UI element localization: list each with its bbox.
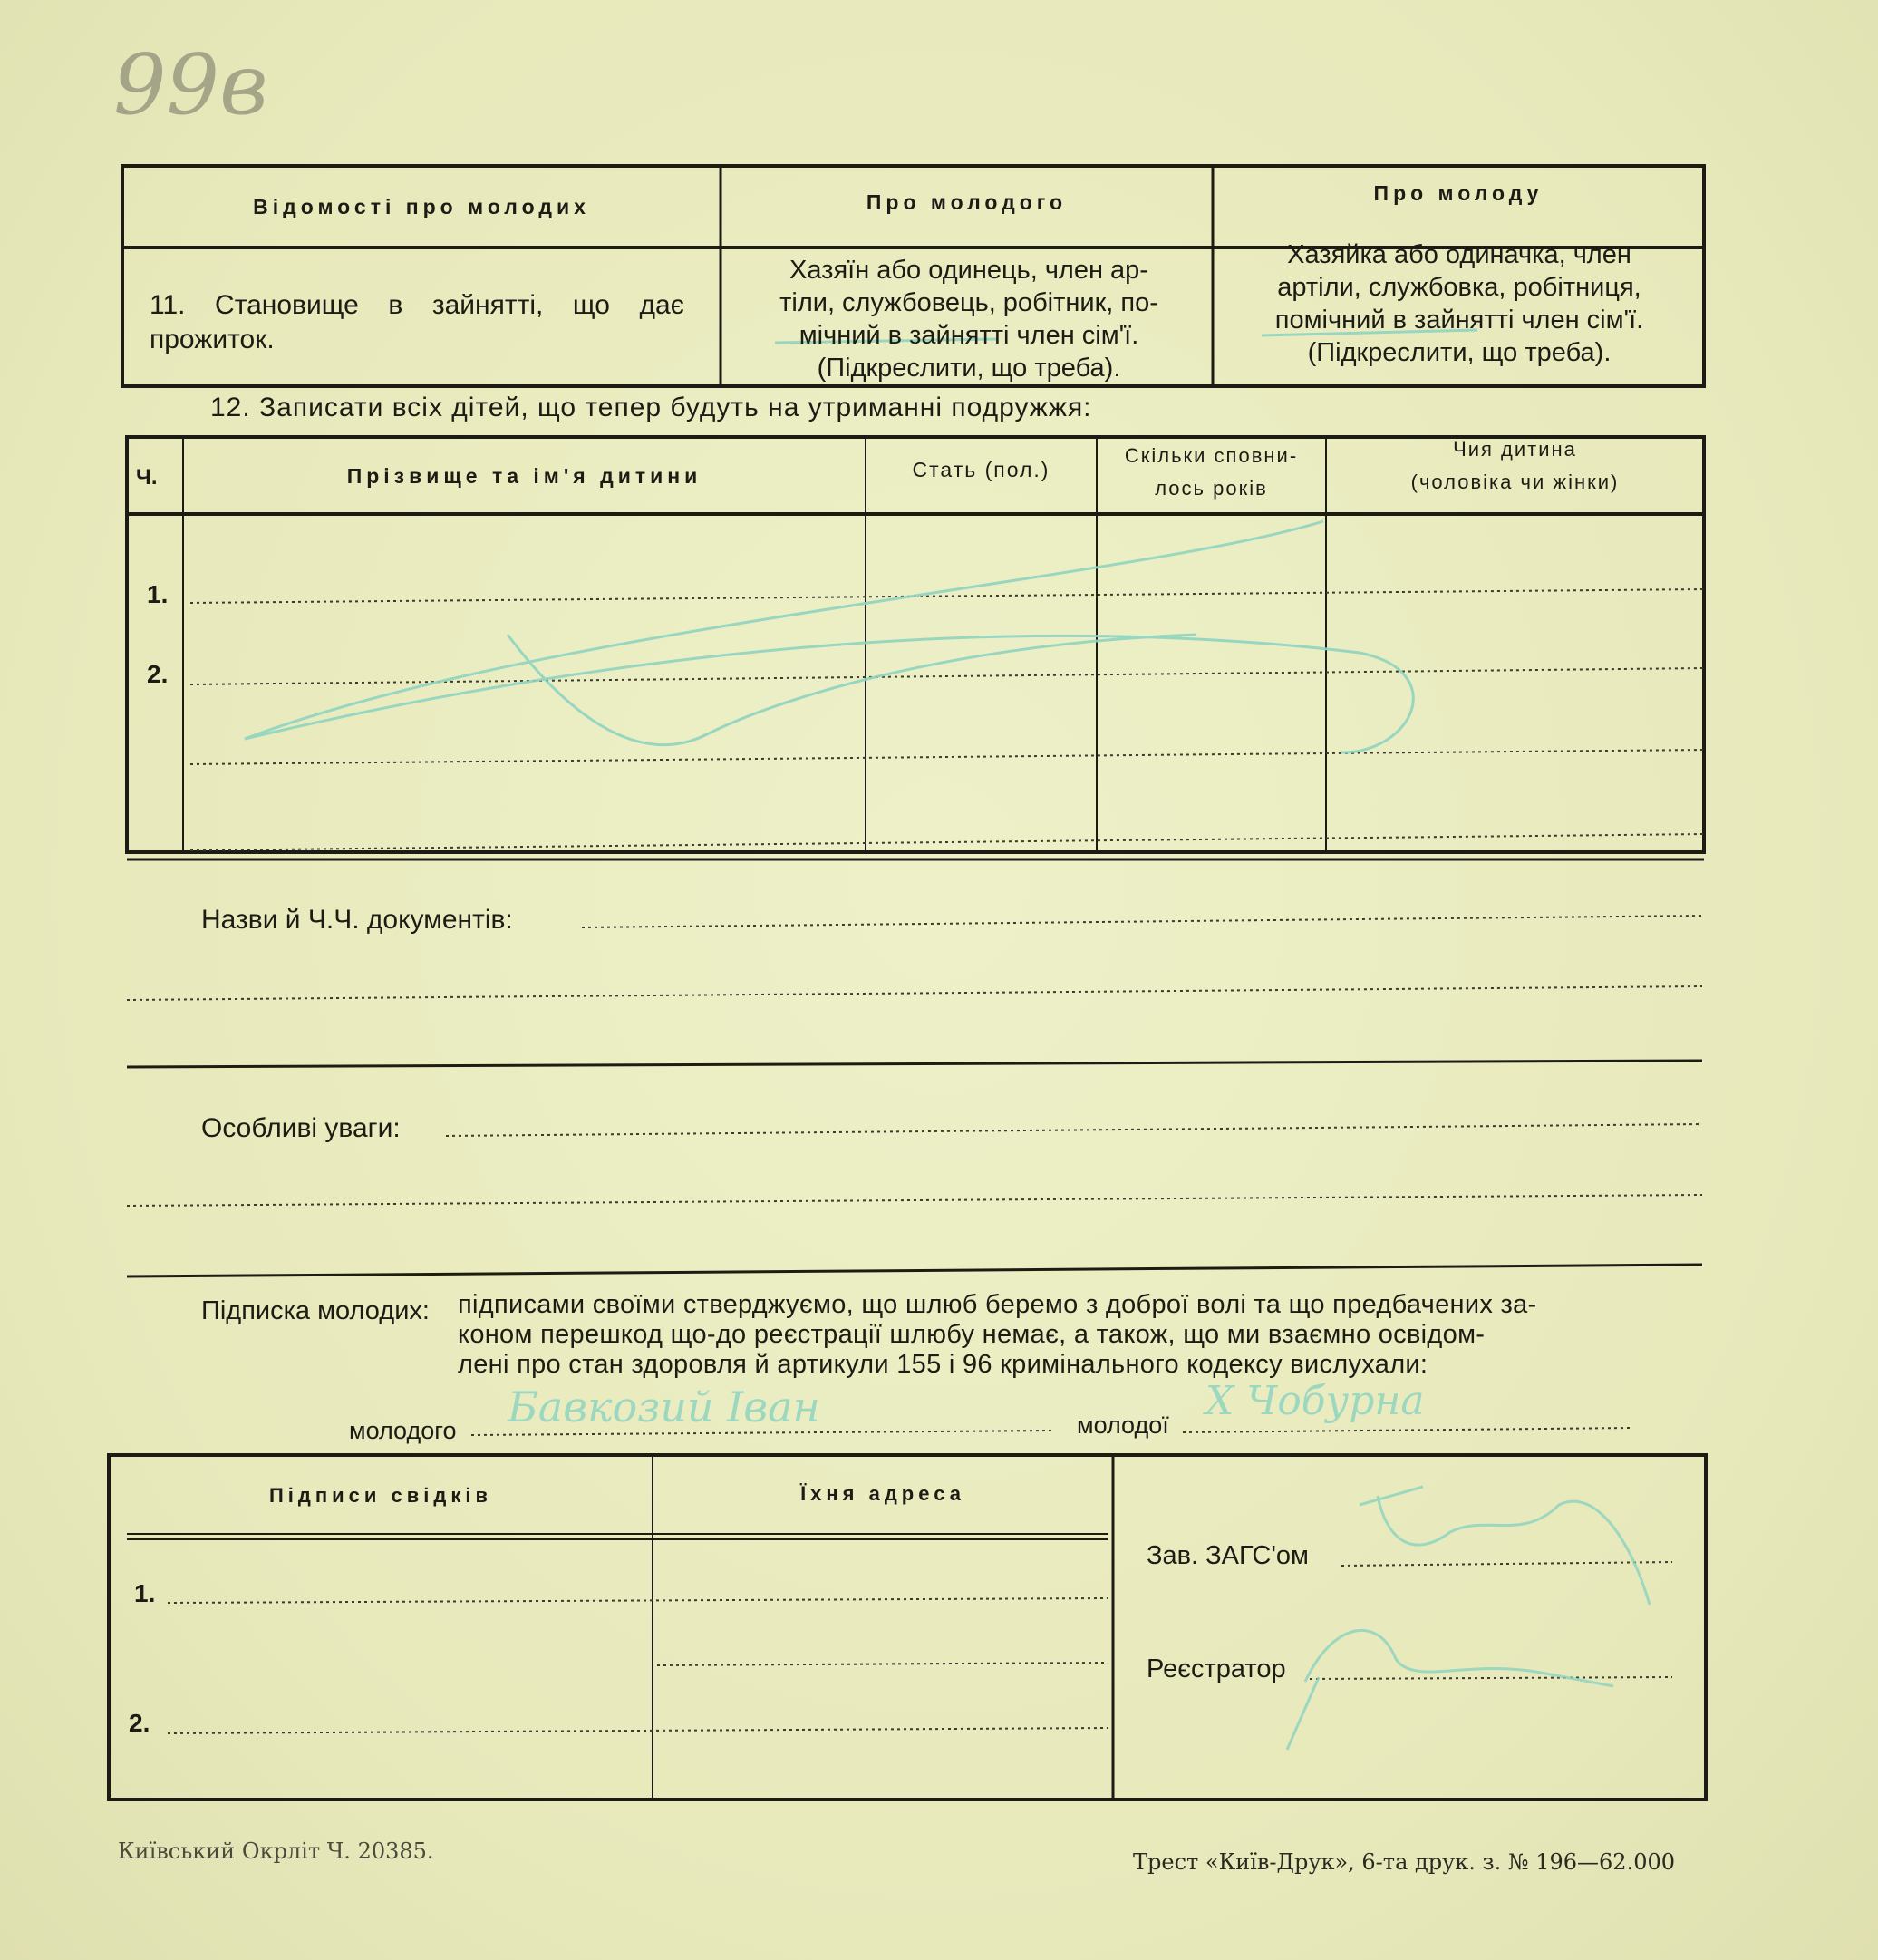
declaration-text: підписами своїми стверджуємо, що шлюб беремо з доброї волі та що предбачених за- коном перешкод що-до реєстрації шлюбу немає, а також, що ми взаємно освідом- лені про стан здоровля й артикули 155 і 96 кримінального кодексу вислухали: <box>458 1290 1537 1379</box>
child-row-2-number: 2. <box>147 660 169 688</box>
item11-label: 11. Становище в зайнятті, що дає прожиток. <box>150 290 684 354</box>
registrar-label: Реєстратор <box>1147 1654 1286 1683</box>
header-info-about-couple: Відомості про молодих <box>253 195 590 218</box>
declaration-label: Підписка молодих: <box>201 1296 430 1325</box>
col-witness-address: Їхня адреса <box>800 1482 965 1505</box>
special-notes-label: Особливі уваги: <box>201 1113 401 1143</box>
child-row-1-number: 1. <box>147 580 169 608</box>
header-about-groom: Про молодого <box>866 190 1068 214</box>
bride-signature: Х Чобурна <box>1205 1378 1425 1424</box>
bride-occupation-options: Хазяйка або одиначка, член артіли, службовка, робітниця, помічний в зайнятті член сім'ї. (Підкреслити, що треба). <box>1274 240 1644 367</box>
item12-label: 12. Записати всіх дітей, що тепер будуть на утриманні подружжя: <box>210 393 1092 422</box>
col-sex: Стать (пол.) <box>912 458 1050 481</box>
groom-occupation-options: Хазяїн або одинець, член ар- тіли, службовець, робітник, по- мічний в зайнятті член сім'ї. (Підкреслити, що треба). <box>779 256 1158 383</box>
col-child-name: Прізвище та ім'я дитини <box>346 464 702 488</box>
witness-row-1-number: 1. <box>134 1579 156 1607</box>
head-registry-label: Зав. ЗАГС'ом <box>1147 1541 1309 1570</box>
col-whose-child: Чия дитина (чоловіка чи жінки) <box>1410 438 1620 493</box>
col-number: Ч. <box>136 465 158 490</box>
groom-signature-label: молодого <box>349 1417 457 1444</box>
header-about-bride: Про молоду <box>1373 181 1544 205</box>
documents-label: Назви й Ч.Ч. документів: <box>201 905 513 935</box>
archive-number: 99в <box>113 36 268 133</box>
col-witness-signatures: Підписи свідків <box>268 1484 493 1507</box>
footer-printer-note: Трест «Київ-Друк», 6-та друк. з. № 196—62.000 <box>1133 1849 1675 1875</box>
witness-row-2-number: 2. <box>129 1709 150 1737</box>
col-age: Скільки сповни- лось років <box>1124 444 1299 500</box>
bride-signature-label: молодої <box>1077 1412 1169 1439</box>
footer-censor-note: Київський Окрліт Ч. 20385. <box>118 1839 434 1864</box>
groom-signature: Бавкозий Іван <box>508 1383 820 1431</box>
